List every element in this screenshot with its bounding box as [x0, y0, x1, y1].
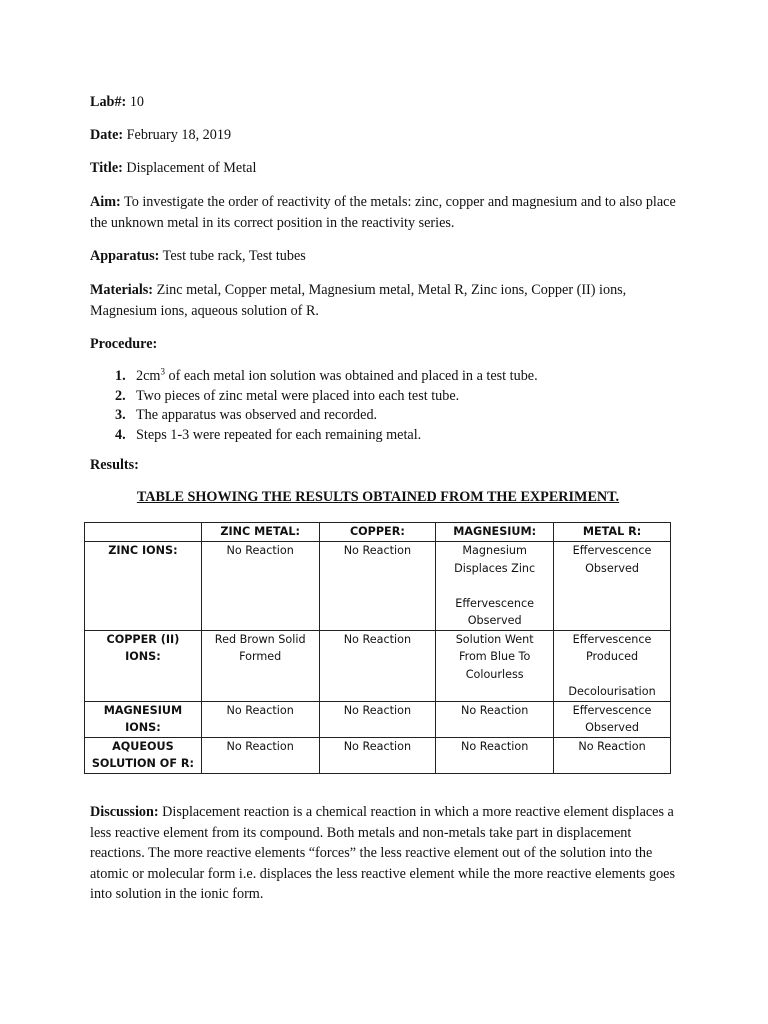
procedure-step: 2. Two pieces of zinc metal were placed into each test tube.	[90, 387, 538, 407]
cell-text: Effervescence	[455, 596, 535, 610]
table-header-row	[85, 523, 671, 542]
procedure-step: 4. Steps 1-3 were repeated for each remaining metal.	[90, 426, 538, 446]
results-heading: Results:	[90, 457, 139, 473]
column-header-copper: COPPER:	[319, 523, 436, 542]
cell-text: No Reaction	[578, 739, 646, 753]
cell-text: Magnesium	[462, 544, 527, 557]
table-cell	[201, 701, 319, 737]
cell-text: Displaces Zinc	[454, 561, 536, 575]
cell-text: No Reaction	[226, 703, 294, 717]
step-number: 2.	[115, 387, 126, 404]
apparatus-value: Test tube rack, Test tubes	[159, 248, 306, 264]
apparatus-label: Apparatus:	[90, 248, 160, 264]
step-number: 1.	[115, 368, 126, 384]
step-number: 4.	[115, 426, 126, 443]
column-header-magnesium: MAGNESIUM:	[436, 523, 554, 542]
lab-number-value: 10	[126, 94, 144, 110]
cell-text: Colourless	[465, 667, 524, 681]
cell-text: Observed	[585, 561, 639, 575]
materials-paragraph	[90, 280, 680, 322]
date-line	[90, 125, 680, 146]
date-label: Date:	[90, 127, 124, 143]
aim-label: Aim:	[90, 194, 121, 210]
cell-text: Red Brown Solid	[214, 632, 306, 646]
table-cell	[436, 737, 554, 773]
table-cell	[554, 542, 671, 631]
lab-number-label: Lab#:	[90, 94, 127, 110]
cell-text: Effervescence	[572, 544, 652, 557]
materials-value: Zinc metal, Copper metal, Magnesium metal, Metal R, Zinc ions, Copper (II) ions, Magnesium ions, aqueous solution of R.	[90, 282, 627, 319]
discussion-label: Discussion:	[90, 804, 159, 820]
table-cell	[319, 737, 436, 773]
aim-value: To investigate the order of reactivity of the metals: zinc, copper and magnesium and to also place the unknown metal in its correct position in the reactivity series.	[90, 194, 676, 231]
table-row	[85, 542, 671, 631]
table-cell	[554, 630, 671, 701]
cell-text: No Reaction	[460, 739, 529, 753]
procedure-step: 1. $2cm^3$ of each metal ion solution was obtained and placed in a test tube.	[90, 367, 538, 387]
cell-text: No Reaction	[226, 739, 294, 753]
table-cell	[201, 737, 319, 773]
row-header: COPPER (II) IONS:	[85, 630, 202, 701]
cell-text: No Reaction	[343, 703, 412, 717]
cell-text: From Blue To	[458, 650, 531, 663]
cell-text: Decolourisation	[568, 685, 656, 698]
cell-text	[557, 666, 667, 684]
column-header-metal-r: METAL R:	[554, 523, 671, 542]
table-row	[85, 630, 671, 701]
cell-text: Effervescence	[572, 703, 652, 717]
cell-text: Formed	[239, 650, 282, 663]
superscript-3: 3	[160, 366, 165, 377]
table-cell	[319, 542, 436, 631]
title-line	[90, 158, 680, 179]
cell-text: No Reaction	[343, 544, 412, 557]
table-cell	[201, 542, 319, 631]
procedure-heading: Procedure:	[90, 336, 158, 352]
procedure-steps	[90, 367, 538, 445]
table-row	[85, 737, 671, 773]
table-cell	[201, 630, 319, 701]
cell-text: Produced	[586, 650, 639, 663]
cell-text: No Reaction	[460, 703, 529, 717]
cell-text: No Reaction	[343, 632, 412, 646]
discussion-value: Displacement reaction is a chemical reaction in which a more reactive element displaces a less reactive element from its compound. Both metals and non-metals take part in displacement reactions. The more reactive elements “forces” the less reactive element out of the solution into the atomic or molecular form i.e. displaces the less reactive element while the more reactive elements goes into solution in the ionic form.	[90, 804, 675, 903]
table-caption: TABLE SHOWING THE RESULTS OBTAINED FROM THE EXPERIMENT.	[136, 489, 620, 505]
row-header: AQUEOUS SOLUTION OF R:	[85, 737, 202, 773]
cell-text: Effervescence	[572, 632, 652, 646]
cell-text: Observed	[467, 614, 522, 627]
cell-text: No Reaction	[343, 739, 412, 753]
cell-text: No Reaction	[226, 544, 294, 557]
discussion-paragraph	[90, 802, 680, 905]
cell-text	[439, 577, 550, 595]
table-row	[85, 701, 671, 737]
procedure-step: 3. The apparatus was observed and recorded.	[90, 406, 538, 426]
results-table	[84, 522, 671, 774]
table-cell	[319, 630, 436, 701]
table-cell	[436, 701, 554, 737]
title-label: Title:	[90, 160, 123, 176]
table-cell	[319, 701, 436, 737]
table-cell	[554, 737, 671, 773]
lab-number-line	[90, 92, 680, 113]
column-header-zinc-metal: ZINC METAL:	[201, 523, 319, 542]
table-cell	[554, 701, 671, 737]
title-value: Displacement of Metal	[122, 160, 257, 176]
date-value: February 18, 2019	[123, 127, 232, 143]
aim-paragraph	[90, 192, 680, 234]
materials-label: Materials:	[90, 282, 154, 298]
row-header: MAGNESIUM IONS:	[85, 701, 202, 737]
apparatus-line	[90, 246, 680, 267]
row-header: ZINC IONS:	[85, 542, 202, 631]
table-cell	[436, 630, 554, 701]
table-cell	[436, 542, 554, 631]
column-header-empty	[85, 523, 202, 542]
cell-text: Solution Went	[455, 632, 534, 646]
step-number: 3.	[115, 407, 126, 423]
cell-text: Observed	[585, 721, 639, 734]
